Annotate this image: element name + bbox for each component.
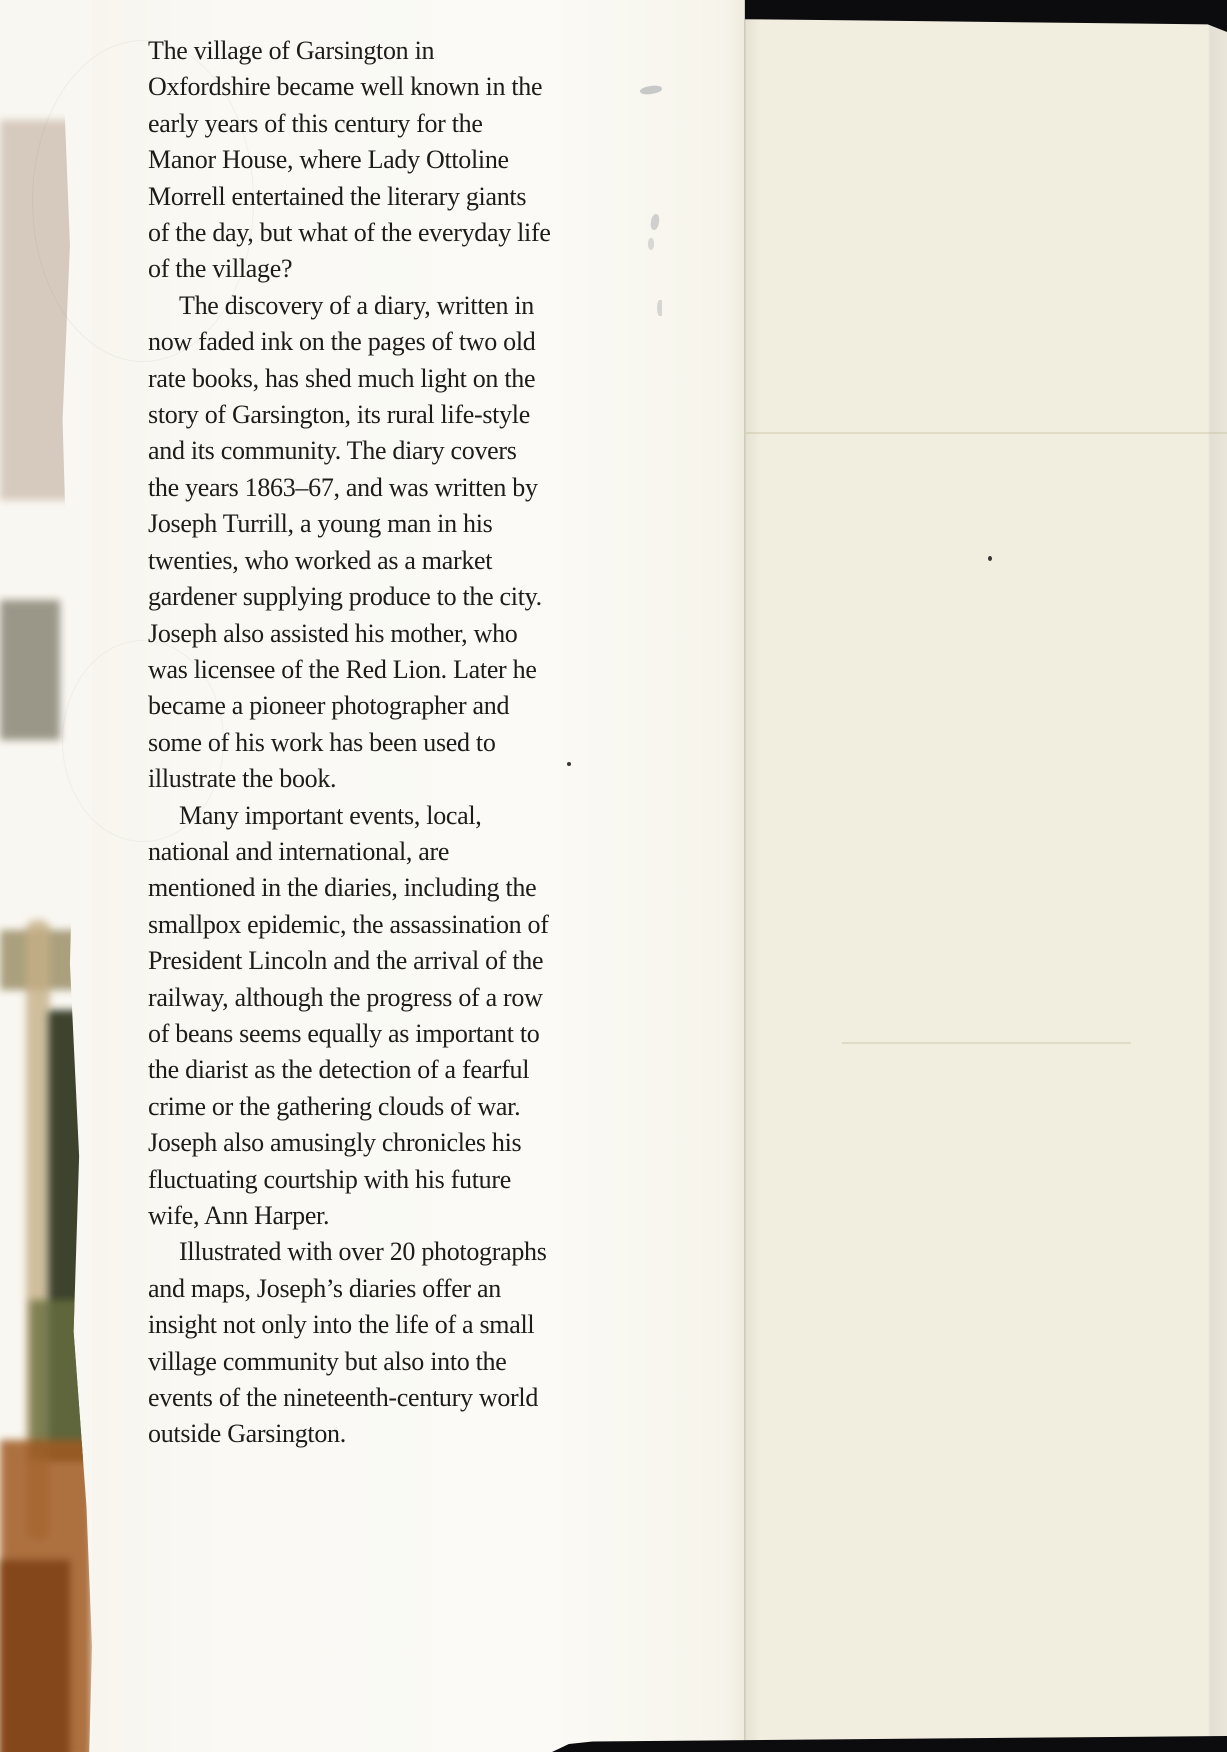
- text-line: Joseph Turrill, a young man in his: [148, 509, 493, 539]
- painting-shadow: [0, 600, 60, 740]
- text-line: became a pioneer photographer and: [148, 691, 510, 721]
- text-line: the years 1863–67, and was written by: [148, 472, 538, 502]
- text-line: outside Garsington.: [148, 1419, 346, 1449]
- text-line: and its community. The diary covers: [148, 436, 517, 466]
- text-line: village community but also into the: [148, 1346, 507, 1376]
- paper-streak: [746, 432, 1227, 434]
- text-line: Illustrated with over 20 photographs: [179, 1237, 547, 1267]
- text-line: events of the nineteenth-century world: [148, 1383, 539, 1413]
- pencil-mark: [657, 300, 662, 316]
- text-line: Manor House, where Lady Ottoline: [148, 145, 509, 175]
- text-line: Oxfordshire became well known in the: [148, 72, 543, 102]
- inside-board-page: [746, 0, 1227, 1752]
- text-line: Joseph also amusingly chronicles his: [148, 1128, 522, 1158]
- text-line: railway, although the progress of a row: [148, 982, 543, 1012]
- text-line: and maps, Joseph’s diaries offer an: [148, 1273, 501, 1303]
- text-line: was licensee of the Red Lion. Later he: [148, 654, 537, 684]
- text-line: now faded ink on the pages of two old: [148, 327, 536, 357]
- text-line: illustrate the book.: [148, 764, 337, 794]
- text-line: of beans seems equally as important to: [148, 1018, 540, 1048]
- text-line: some of his work has been used to: [148, 727, 496, 757]
- text-line: gardener supplying produce to the city.: [148, 582, 542, 612]
- text-line: early years of this century for the: [148, 108, 483, 138]
- text-line: rate books, has shed much light on the: [148, 363, 536, 393]
- text-line: story of Garsington, its rural life-style: [148, 400, 530, 430]
- text-line: the diarist as the detection of a fearful: [148, 1055, 530, 1085]
- text-line: national and international, are: [148, 836, 450, 866]
- text-line: crime or the gathering clouds of war.: [148, 1091, 521, 1121]
- paragraph: [148, 1234, 668, 1452]
- text-line: of the village?: [148, 254, 293, 284]
- pencil-mark: [648, 238, 654, 250]
- paragraph: [148, 798, 668, 1235]
- paragraph: [148, 288, 668, 798]
- text-line: fluctuating courtship with his future: [148, 1164, 511, 1194]
- ink-dot: [988, 556, 992, 561]
- paper-streak: [842, 1042, 1131, 1044]
- text-line: Many important events, local,: [179, 800, 482, 830]
- text-line: smallpox epidemic, the assassination of: [148, 909, 549, 939]
- text-line: The discovery of a diary, written in: [179, 290, 535, 320]
- text-line: Morrell entertained the literary giants: [148, 181, 527, 211]
- text-line: The village of Garsington in: [148, 36, 435, 65]
- ink-dot: [567, 762, 571, 766]
- flap-blurb: [148, 33, 668, 1453]
- painting-rust-shadow: [0, 1560, 70, 1752]
- text-line: twenties, who worked as a market: [148, 545, 493, 575]
- text-line: insight not only into the life of a small: [148, 1310, 535, 1340]
- text-line: of the day, but what of the everyday life: [148, 218, 551, 248]
- painting-green-bank: [30, 1300, 92, 1460]
- text-line: President Lincoln and the arrival of the: [148, 946, 544, 976]
- paragraph: [148, 33, 668, 288]
- text-line: mentioned in the diaries, including the: [148, 873, 537, 903]
- text-line: Joseph also assisted his mother, who: [148, 618, 518, 648]
- text-line: wife, Ann Harper.: [148, 1201, 330, 1230]
